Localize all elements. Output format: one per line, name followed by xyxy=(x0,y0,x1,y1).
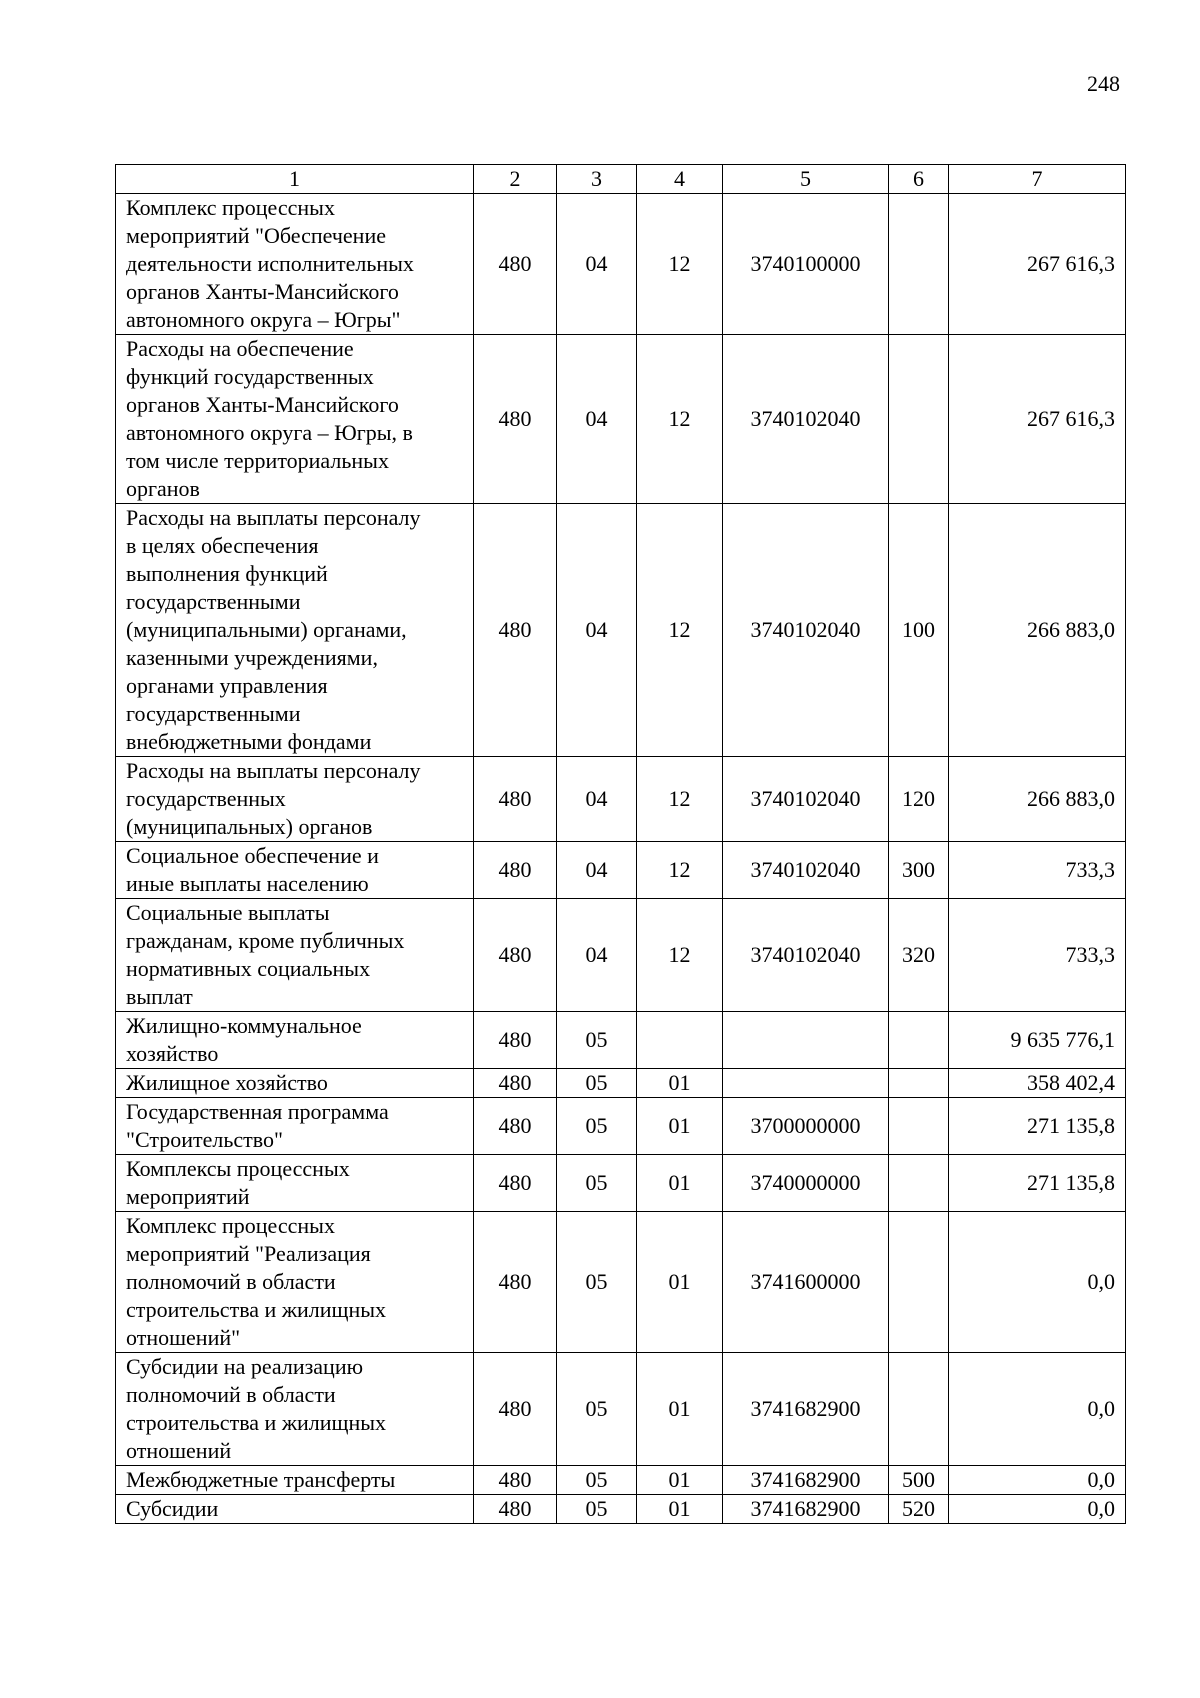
section-code-cell: 05 xyxy=(557,1495,637,1524)
row-name-cell xyxy=(116,842,474,899)
expense-type-cell xyxy=(889,1069,949,1098)
row-name-line: строительства и жилищных xyxy=(126,1297,387,1322)
column-header: 7 xyxy=(949,165,1126,194)
row-name-cell xyxy=(116,335,474,504)
subsection-code-cell: 01 xyxy=(637,1495,723,1524)
expense-type-cell: 100 xyxy=(889,504,949,757)
table-row xyxy=(116,757,1126,842)
section-code-cell: 05 xyxy=(557,1466,637,1495)
expense-type-cell xyxy=(889,1155,949,1212)
row-name-cell xyxy=(116,899,474,1012)
amount-cell: 358 402,4 xyxy=(949,1069,1126,1098)
row-name-line: Расходы на обеспечение xyxy=(126,336,354,361)
subsection-code-cell: 01 xyxy=(637,1069,723,1098)
amount-cell: 267 616,3 xyxy=(949,194,1126,335)
table-row xyxy=(116,1012,1126,1069)
amount-cell: 0,0 xyxy=(949,1212,1126,1353)
row-name-line: органов Ханты-Мансийского xyxy=(126,392,399,417)
section-code-cell: 04 xyxy=(557,757,637,842)
column-header: 6 xyxy=(889,165,949,194)
row-name-line: мероприятий "Реализация xyxy=(126,1241,371,1266)
column-header: 5 xyxy=(723,165,889,194)
section-code-cell: 04 xyxy=(557,194,637,335)
table-row xyxy=(116,1353,1126,1466)
column-header: 1 xyxy=(116,165,474,194)
page-number: 248 xyxy=(1087,71,1120,96)
subsection-code-cell: 12 xyxy=(637,335,723,504)
section-code-cell: 05 xyxy=(557,1353,637,1466)
target-article-cell: 3740000000 xyxy=(723,1155,889,1212)
row-name-line: мероприятий "Обеспечение xyxy=(126,223,386,248)
row-name-line: (муниципальных) органов xyxy=(126,814,373,839)
table-row xyxy=(116,1098,1126,1155)
admin-code-cell: 480 xyxy=(474,899,557,1012)
table-row xyxy=(116,1069,1126,1098)
row-name-cell xyxy=(116,1012,474,1069)
row-name-line: государственными xyxy=(126,589,301,614)
row-name-line: иные выплаты населению xyxy=(126,871,369,896)
admin-code-cell: 480 xyxy=(474,1098,557,1155)
expense-type-cell: 300 xyxy=(889,842,949,899)
amount-cell: 267 616,3 xyxy=(949,335,1126,504)
row-name-line: Субсидии xyxy=(126,1496,219,1521)
table-row xyxy=(116,842,1126,899)
row-name-line: Жилищное хозяйство xyxy=(126,1070,328,1095)
amount-cell: 266 883,0 xyxy=(949,504,1126,757)
row-name-line: автономного округа – Югры" xyxy=(126,307,401,332)
expense-type-cell: 520 xyxy=(889,1495,949,1524)
row-name-line: государственных xyxy=(126,786,286,811)
admin-code-cell: 480 xyxy=(474,1353,557,1466)
section-code-cell: 04 xyxy=(557,504,637,757)
target-article-cell: 3740102040 xyxy=(723,335,889,504)
expense-type-cell xyxy=(889,1098,949,1155)
admin-code-cell: 480 xyxy=(474,504,557,757)
row-name-cell xyxy=(116,504,474,757)
row-name-cell xyxy=(116,1069,474,1098)
target-article-cell: 3740102040 xyxy=(723,504,889,757)
subsection-code-cell: 01 xyxy=(637,1155,723,1212)
admin-code-cell: 480 xyxy=(474,1466,557,1495)
subsection-code-cell: 12 xyxy=(637,899,723,1012)
subsection-code-cell: 12 xyxy=(637,194,723,335)
target-article-cell: 3741600000 xyxy=(723,1212,889,1353)
admin-code-cell: 480 xyxy=(474,1069,557,1098)
row-name-cell xyxy=(116,194,474,335)
row-name-line: казенными учреждениями, xyxy=(126,645,378,670)
amount-cell: 271 135,8 xyxy=(949,1098,1126,1155)
row-name-line: Расходы на выплаты персоналу xyxy=(126,758,421,783)
table-row xyxy=(116,194,1126,335)
subsection-code-cell: 12 xyxy=(637,504,723,757)
row-name-line: "Строительство" xyxy=(126,1127,284,1152)
row-name-line: Субсидии на реализацию xyxy=(126,1354,364,1379)
table-row xyxy=(116,504,1126,757)
table-row xyxy=(116,1155,1126,1212)
row-name-line: в целях обеспечения xyxy=(126,533,319,558)
table-row xyxy=(116,1466,1126,1495)
row-name-line: отношений" xyxy=(126,1325,241,1350)
row-name-line: органами управления xyxy=(126,673,328,698)
amount-cell: 9 635 776,1 xyxy=(949,1012,1126,1069)
target-article-cell: 3700000000 xyxy=(723,1098,889,1155)
column-header: 4 xyxy=(637,165,723,194)
row-name-line: государственными xyxy=(126,701,301,726)
row-name-line: гражданам, кроме публичных xyxy=(126,928,405,953)
amount-cell: 0,0 xyxy=(949,1353,1126,1466)
column-number-row xyxy=(116,165,1126,194)
table-row xyxy=(116,1212,1126,1353)
row-name-line: том числе территориальных xyxy=(126,448,389,473)
row-name-line: деятельности исполнительных xyxy=(126,251,414,276)
table-row xyxy=(116,335,1126,504)
target-article-cell xyxy=(723,1012,889,1069)
subsection-code-cell xyxy=(637,1012,723,1069)
table-row xyxy=(116,1495,1126,1524)
expense-type-cell: 320 xyxy=(889,899,949,1012)
section-code-cell: 05 xyxy=(557,1212,637,1353)
subsection-code-cell: 01 xyxy=(637,1466,723,1495)
expense-type-cell: 500 xyxy=(889,1466,949,1495)
target-article-cell xyxy=(723,1069,889,1098)
row-name-line: выплат xyxy=(126,984,193,1009)
expense-type-cell xyxy=(889,1353,949,1466)
row-name-line: функций государственных xyxy=(126,364,374,389)
row-name-line: Жилищно-коммунальное xyxy=(126,1013,362,1038)
expense-type-cell: 120 xyxy=(889,757,949,842)
admin-code-cell: 480 xyxy=(474,1212,557,1353)
row-name-line: нормативных социальных xyxy=(126,956,371,981)
amount-cell: 271 135,8 xyxy=(949,1155,1126,1212)
row-name-line: Социальные выплаты xyxy=(126,900,330,925)
section-code-cell: 04 xyxy=(557,335,637,504)
target-article-cell: 3741682900 xyxy=(723,1495,889,1524)
row-name-line: органов xyxy=(126,476,200,501)
admin-code-cell: 480 xyxy=(474,335,557,504)
target-article-cell: 3740102040 xyxy=(723,899,889,1012)
row-name-line: Комплексы процессных xyxy=(126,1156,350,1181)
section-code-cell: 05 xyxy=(557,1098,637,1155)
row-name-line: Государственная программа xyxy=(126,1099,389,1124)
row-name-cell xyxy=(116,1495,474,1524)
expense-type-cell xyxy=(889,194,949,335)
amount-cell: 733,3 xyxy=(949,842,1126,899)
admin-code-cell: 480 xyxy=(474,1495,557,1524)
admin-code-cell: 480 xyxy=(474,194,557,335)
column-header: 3 xyxy=(557,165,637,194)
subsection-code-cell: 01 xyxy=(637,1098,723,1155)
target-article-cell: 3741682900 xyxy=(723,1466,889,1495)
admin-code-cell: 480 xyxy=(474,757,557,842)
row-name-line: автономного округа – Югры, в xyxy=(126,420,413,445)
row-name-line: Комплекс процессных xyxy=(126,195,335,220)
subsection-code-cell: 01 xyxy=(637,1353,723,1466)
expense-type-cell xyxy=(889,335,949,504)
row-name-cell xyxy=(116,1353,474,1466)
table-body xyxy=(116,194,1126,1524)
amount-cell: 266 883,0 xyxy=(949,757,1126,842)
row-name-line: Межбюджетные трансферты xyxy=(126,1467,396,1492)
admin-code-cell: 480 xyxy=(474,1155,557,1212)
row-name-line: мероприятий xyxy=(126,1184,250,1209)
row-name-line: внебюджетными фондами xyxy=(126,729,372,754)
row-name-cell xyxy=(116,1098,474,1155)
table-row xyxy=(116,899,1126,1012)
subsection-code-cell: 12 xyxy=(637,757,723,842)
row-name-line: отношений xyxy=(126,1438,232,1463)
section-code-cell: 04 xyxy=(557,842,637,899)
amount-cell: 0,0 xyxy=(949,1466,1126,1495)
row-name-line: строительства и жилищных xyxy=(126,1410,387,1435)
row-name-line: хозяйство xyxy=(126,1041,219,1066)
row-name-line: выполнения функций xyxy=(126,561,328,586)
subsection-code-cell: 12 xyxy=(637,842,723,899)
target-article-cell: 3740100000 xyxy=(723,194,889,335)
row-name-cell xyxy=(116,757,474,842)
row-name-cell xyxy=(116,1466,474,1495)
amount-cell: 0,0 xyxy=(949,1495,1126,1524)
row-name-cell xyxy=(116,1212,474,1353)
section-code-cell: 04 xyxy=(557,899,637,1012)
target-article-cell: 3740102040 xyxy=(723,842,889,899)
row-name-line: Расходы на выплаты персоналу xyxy=(126,505,421,530)
section-code-cell: 05 xyxy=(557,1155,637,1212)
amount-cell: 733,3 xyxy=(949,899,1126,1012)
target-article-cell: 3740102040 xyxy=(723,757,889,842)
budget-table xyxy=(115,164,1126,1524)
column-header: 2 xyxy=(474,165,557,194)
admin-code-cell: 480 xyxy=(474,1012,557,1069)
expense-type-cell xyxy=(889,1212,949,1353)
section-code-cell: 05 xyxy=(557,1012,637,1069)
row-name-line: полномочий в области xyxy=(126,1382,336,1407)
row-name-line: Комплекс процессных xyxy=(126,1213,335,1238)
section-code-cell: 05 xyxy=(557,1069,637,1098)
row-name-line: (муниципальными) органами, xyxy=(126,617,407,642)
subsection-code-cell: 01 xyxy=(637,1212,723,1353)
row-name-line: полномочий в области xyxy=(126,1269,336,1294)
row-name-line: Социальное обеспечение и xyxy=(126,843,379,868)
row-name-cell xyxy=(116,1155,474,1212)
admin-code-cell: 480 xyxy=(474,842,557,899)
target-article-cell: 3741682900 xyxy=(723,1353,889,1466)
row-name-line: органов Ханты-Мансийского xyxy=(126,279,399,304)
expense-type-cell xyxy=(889,1012,949,1069)
